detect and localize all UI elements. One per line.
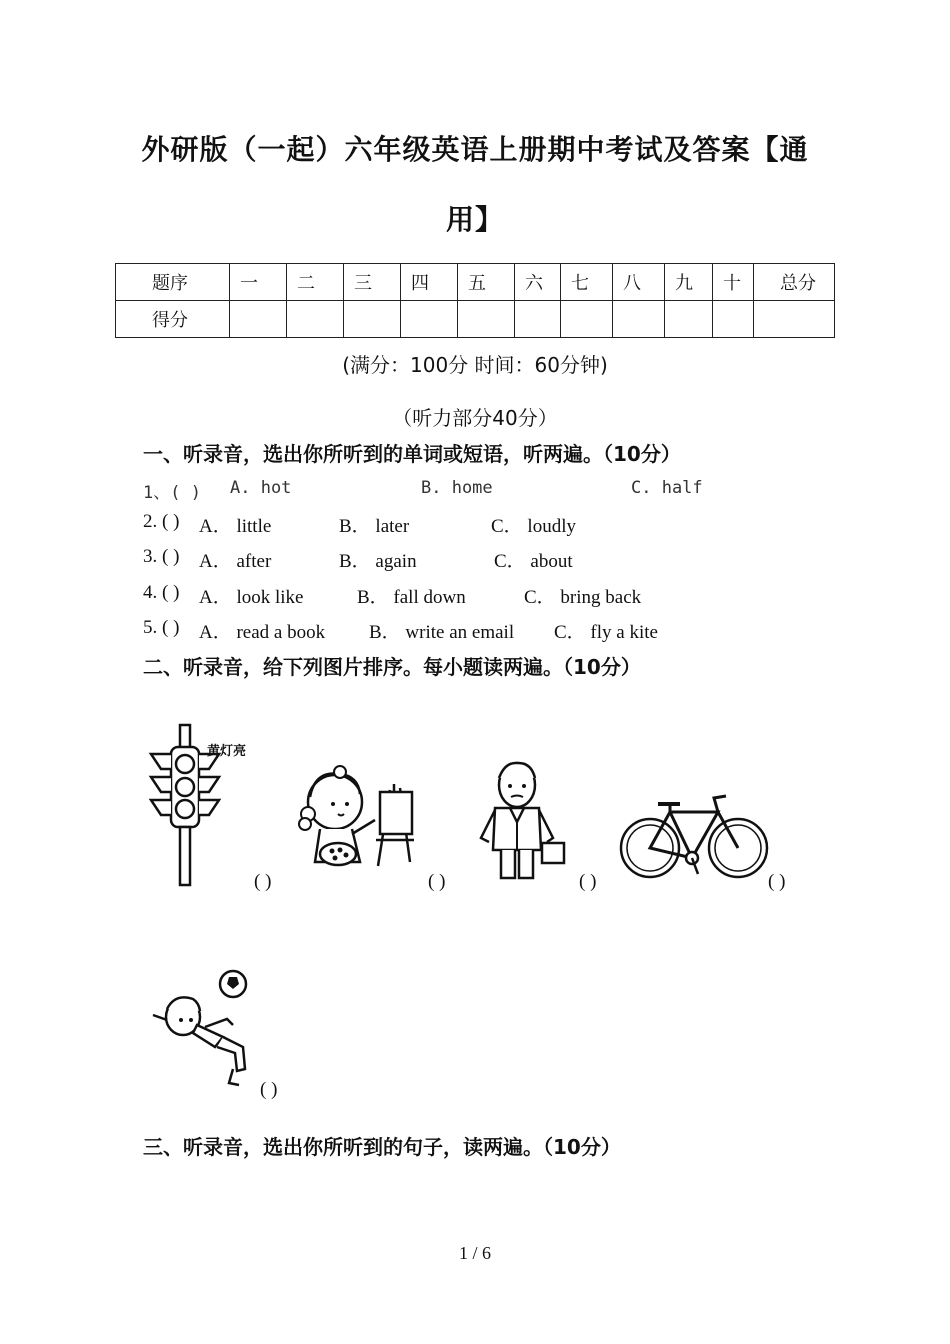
page-title-line-2: 用】 (445, 203, 504, 236)
q4-option-b[interactable]: B． fall down (357, 587, 466, 608)
boy-kicking-ball-picture (145, 965, 260, 1091)
score-col-2: 二 (287, 264, 344, 301)
bicycle-picture (618, 790, 773, 882)
picture-3-blank[interactable]: ( ) (579, 871, 597, 892)
q1-option-c[interactable]: C. half (631, 478, 703, 498)
q5-option-c[interactable]: C． fly a kite (554, 622, 658, 643)
score-col-6: 六 (515, 264, 561, 301)
q5-option-b[interactable]: B． write an email (369, 622, 515, 643)
score-table-header-label: 题序 (116, 264, 230, 301)
score-cell[interactable] (287, 301, 344, 338)
exam-note: (满分：100分 时间：60分钟) (342, 353, 608, 377)
score-cell[interactable] (230, 301, 287, 338)
q3-number: 3. ( ) (143, 546, 180, 567)
q4-number: 4. ( ) (143, 582, 180, 603)
traffic-light-caption: 黄灯亮 (207, 744, 247, 759)
q1-number: 1、( ) (143, 483, 201, 503)
score-table-header-row (116, 264, 835, 301)
q4-option-c[interactable]: C． bring back (524, 587, 642, 608)
picture-1-blank[interactable]: ( ) (254, 871, 272, 892)
score-col-5: 五 (458, 264, 515, 301)
page-title-line-1: 外研版（一起）六年级英语上册期中考试及答案【通 (141, 133, 809, 166)
q5-number: 5. ( ) (143, 617, 180, 638)
score-table (115, 263, 835, 338)
score-table-row-label: 得分 (116, 301, 230, 338)
score-col-7: 七 (561, 264, 613, 301)
score-cell[interactable] (613, 301, 665, 338)
q1-option-a[interactable]: A. hot (230, 478, 292, 498)
q3-option-c[interactable]: C． about (494, 551, 573, 572)
score-cell[interactable] (561, 301, 613, 338)
score-col-10: 十 (713, 264, 754, 301)
score-col-9: 九 (665, 264, 713, 301)
q3-option-b[interactable]: B． again (339, 551, 417, 572)
section-3-heading: 三、听录音，选出你所听到的句子，读两遍。（10分） (143, 1135, 621, 1159)
score-cell[interactable] (754, 301, 835, 338)
score-col-total: 总分 (754, 264, 835, 301)
picture-2-blank[interactable]: ( ) (428, 871, 446, 892)
page-number: 1 / 6 (458, 1243, 491, 1263)
q1-option-b[interactable]: B. home (421, 478, 493, 498)
score-cell[interactable] (344, 301, 401, 338)
score-cell[interactable] (515, 301, 561, 338)
score-table-score-row (116, 301, 835, 338)
q3-option-a[interactable]: A． after (199, 551, 272, 572)
listening-header: （听力部分40分） (392, 406, 558, 430)
score-cell[interactable] (665, 301, 713, 338)
q2-option-b[interactable]: B． later (339, 516, 410, 537)
q4-option-a[interactable]: A． look like (199, 587, 304, 608)
score-col-8: 八 (613, 264, 665, 301)
q2-option-c[interactable]: C． loudly (491, 516, 576, 537)
q5-option-a[interactable]: A． read a book (199, 622, 326, 643)
q2-number: 2. ( ) (143, 511, 180, 532)
score-col-1: 一 (230, 264, 287, 301)
man-with-briefcase-picture (475, 760, 570, 882)
picture-5-blank[interactable]: ( ) (260, 1079, 278, 1100)
q2-option-a[interactable]: A． little (199, 516, 272, 537)
score-cell[interactable] (401, 301, 458, 338)
picture-4-blank[interactable]: ( ) (768, 871, 786, 892)
score-col-4: 四 (401, 264, 458, 301)
score-cell[interactable] (713, 301, 754, 338)
girl-painting-picture (290, 762, 430, 874)
score-cell[interactable] (458, 301, 515, 338)
section-1-heading: 一、听录音，选出你所听到的单词或短语，听两遍。（10分） (143, 442, 681, 466)
score-col-3: 三 (344, 264, 401, 301)
section-2-heading: 二、听录音，给下列图片排序。每小题读两遍。（10分） (143, 655, 641, 679)
